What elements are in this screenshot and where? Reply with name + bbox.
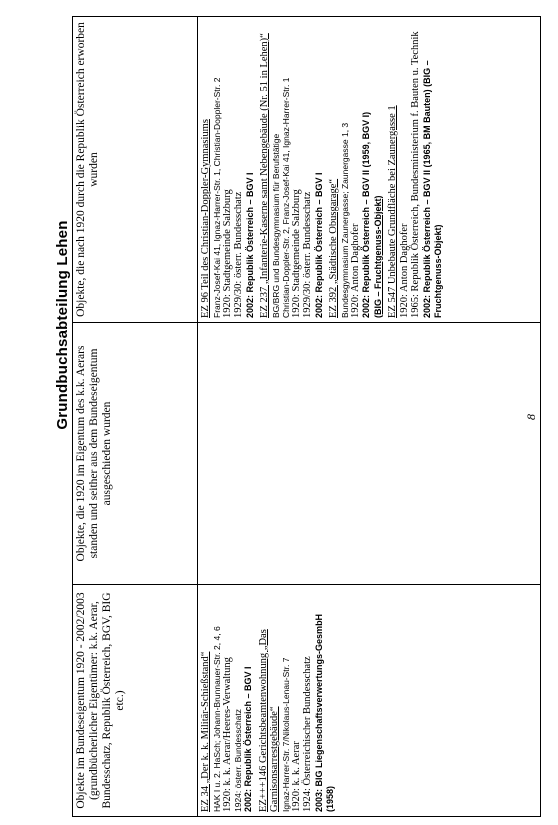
list-item	[387, 21, 445, 318]
entry-line: Bundesgymnasium Zaunergasse; Zaunergasse 1, 3	[339, 122, 350, 318]
entry-line: Franz-Josef-Kai 41, Ignaz-Harrer-Str. 1, Christian-Doppler-Str. 2	[211, 77, 222, 318]
list-item	[258, 589, 337, 812]
entry-line: 1920: Anton Daghofer	[398, 223, 410, 318]
entry-line: (BIG – Fruchtgenuss-Objekt)	[372, 195, 383, 318]
header-col-2: Objekte, die 1920 im Eigentum des k.k. Aerars standen und seither aus dem Bundeseigentum ausgeschieden wurden	[73, 323, 198, 585]
entry-line: Christian-Doppler-Str. 2, Franz-Josef-Kai 41, Ignaz-Harrer-Str. 1	[280, 77, 291, 318]
header-col-3: Objekte, die nach 1920 durch die Republik Österreich erworben wurden	[73, 17, 198, 323]
entry-line: 1920: k. k. Aerar	[290, 741, 302, 812]
entry-line: 2002: Republik Österreich – BGV I	[313, 172, 324, 318]
entry-line: 1920: Stadtgemeinde Salzburg	[290, 189, 302, 318]
list-item	[200, 21, 256, 318]
entry-line: 1965: Republik Österreich, Bundesministerium f. Bauten u. Technik	[410, 31, 421, 318]
entry-heading: EZ 547 Unbebaute Grundfläche bei Zaunergasse 1	[387, 105, 398, 318]
entry-line: 2002: Republik Österreich – BGV II (1959, BGV I)	[361, 111, 371, 318]
entry-line: HAK I u. 2. HaSch; Johann-Brunnauer-Str. 2, 4, 6	[211, 626, 222, 812]
list-item	[328, 21, 384, 318]
table-header-row	[73, 17, 198, 817]
list-item	[200, 589, 255, 812]
entry-heading: EZ 34 „Der k. k. Militär-Schießstand“	[200, 651, 211, 812]
entry-heading: EZ 237 „Infanterie-Kaserne samt Nebengebäude (Nr. 51 in Lehen)“	[259, 33, 270, 318]
entry-line: 1929/30: österr. Bundesschatz	[233, 191, 244, 318]
entry-line: 1929/30: österr. Bundesschatz	[302, 191, 313, 318]
entry-line: 2003: BIG Liegenschaftsverwertungs-GesmbH (1958)	[313, 613, 335, 812]
entry-line: 2002: Republik Österreich – BGV I	[243, 666, 253, 812]
entry-line: 1924: Österreichischer Bundesschatz	[302, 656, 313, 812]
page-number: 8	[524, 414, 538, 420]
table-body-row	[198, 17, 541, 817]
header-col-1: Objekte im Bundeseigentum 1920 - 2002/2003 (grundbücherlicher Eigentümer: k.k. Aerar, Bundesschatz, Republik Österreich, BGV, BIG etc.)	[73, 585, 198, 817]
page-title: Grundbuchsabteilung Lehen	[54, 220, 71, 430]
entry-heading: EZ+++146 Gerichtsbeamtenwohnung „Das Garnisonsarrestgebäude“	[257, 629, 280, 812]
entry-heading: EZ 96 Teil des Christian-Doppler-Gymnasiums	[200, 119, 211, 318]
entry-line: 2002: Republik Österreich – BGV I	[244, 172, 255, 318]
entry-line: 1924: österr. Bundesschatz	[233, 708, 243, 812]
entry-heading: EZ 392 „Städtische Obusgarage“	[328, 178, 339, 318]
entry-line: 2002: Republik Österreich – BGV II (1965, BM Bauten) (BIG – Fruchtgenuss-Objekt)	[421, 60, 443, 318]
property-table	[72, 16, 541, 817]
col-2-cell	[198, 323, 541, 585]
col-1-cell	[198, 585, 541, 817]
entry-line: Ignaz-Harrer-Str. 7/Nikolaus-Lenau-Str. 7	[280, 657, 291, 812]
entry-line: 1920: Anton Daghofer	[349, 223, 361, 318]
col-3-cell	[198, 17, 541, 323]
entry-line: BG/BRG und Bundesgymnasium für Berufstätige	[270, 133, 281, 318]
list-item	[259, 21, 325, 318]
entry-line: 1920: Stadtgemeinde Salzburg	[221, 189, 233, 318]
entry-line: 1920: k. k. Aerar/Heeres-Verwaltung	[221, 657, 233, 812]
